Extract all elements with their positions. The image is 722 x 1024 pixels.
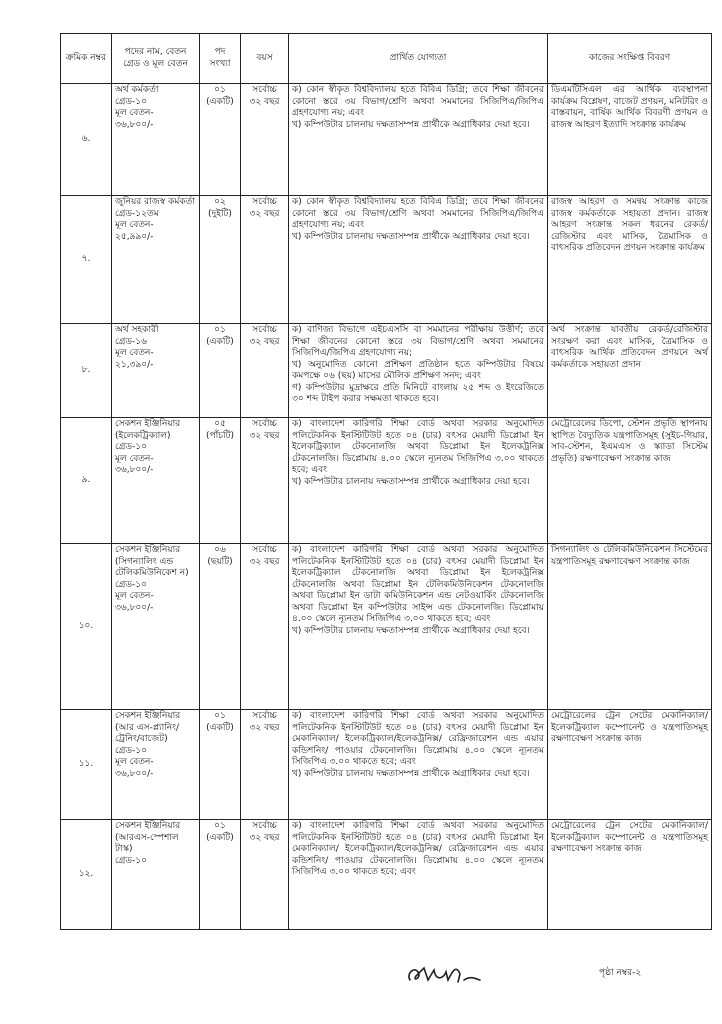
table-row — [61, 544, 712, 710]
qualification-item: ক) কোন স্বীকৃত বিশ্ববিদ্যালয় হতে বিবিএ ডিগ্রি; তবে শিক্ষা জীবনের কোনো স্তরে ৩য় বিভাগ/শ্রেণি অথবা সমমানের সিজিপিএ/জিপিএ গ্রহণযোগ্য নয়; এবং — [292, 85, 544, 118]
post-line: ২১,৩৯০/- — [115, 359, 154, 370]
qualification-item: খ) কম্পিউটার চালনায় দক্ষতাসম্পন্ন প্রার্থীকে অগ্রাধিকার দেয়া হবে। — [292, 119, 530, 130]
post-line: (আরএস-স্পেশাল টাস্ক) — [115, 832, 179, 854]
count-line: ০৫ — [214, 419, 226, 429]
post-line: ২৫,৯৯০/- — [115, 231, 154, 242]
age-line: সর্বোচ্চ — [252, 197, 277, 207]
post-line: গ্রেড-১০ — [115, 96, 147, 107]
post-line: অর্থ সহকারী — [115, 325, 159, 335]
serial-cell: ১২. — [61, 820, 112, 930]
age-line: ৩২ বছর — [249, 96, 280, 107]
header-qualification: প্রার্থিত যোগ্যতা — [289, 34, 548, 84]
post-cell — [112, 324, 200, 418]
table-row — [61, 820, 712, 930]
count-line: ০২ — [214, 197, 226, 207]
duties-cell: সিগন্যালিং ও টেলিকমিউনিকেশন সিস্টেমের যন্ত্রপাতিসমূহ রক্ষণাবেক্ষণ সংক্রান্ত কাজ — [548, 544, 712, 710]
count-line: (দুইটি) — [208, 208, 232, 219]
post-line: ৩৬,৮০০/- — [115, 465, 154, 475]
serial-cell: ৬. — [61, 84, 112, 196]
serial-cell: ১০. — [61, 544, 112, 710]
post-line: ৩৬,৮০০/- — [115, 768, 154, 779]
count-cell — [200, 544, 241, 710]
post-line: মূল বেতন- — [115, 453, 154, 464]
post-line: জুনিয়র রাজস্ব কর্মকর্তা — [115, 197, 196, 207]
duties-cell: রাজস্ব আহরণ ও সমন্বয় সংক্রান্ত কাজে রাজস্ব কর্মকর্তাকে সহায়তা প্রদান। রাজস্ব আহরণ সংক্রান্ত সকল ধরনের রেকর্ড/রেজিস্টার এবং মাসিক, ত্রৈমাসিক ও বাৎসরিক প্রতিবেদন প্রণয়ন সংক্রান্ত কার্যক্রম — [548, 196, 712, 324]
age-cell — [241, 84, 289, 196]
post-line: গ্রেড-১২তম — [115, 208, 159, 219]
count-line: ০১ — [214, 821, 226, 831]
qualification-item: গ) কম্পিউটার মুদ্রাক্ষরে প্রতি মিনিটে বাংলায় ২৫ শব্দ ও ইংরেজিতে ৩০ শব্দ টাইপ করার সক্ষমতা থাকতে হবে। — [292, 382, 544, 404]
age-line: ৩২ বছর — [249, 336, 280, 347]
signature-image — [404, 952, 494, 990]
post-line: (সিগন্যালিং এন্ড টেলিকমিউনিকেশ ন) — [115, 556, 189, 578]
page-number: পৃষ্ঠা নম্বর-২ — [599, 968, 642, 978]
qualification-cell — [289, 710, 548, 820]
age-line: ৩২ বছর — [249, 556, 280, 567]
duties-cell: মেট্রোরেলের ট্রেন সেটের মেকানিক্যাল/ ইলেকট্রিক্যাল কম্পোনেন্ট ও যন্ত্রপাতিসমূহ রক্ষণাবেক্ষণ সংক্রান্ত কাজ — [548, 710, 712, 820]
count-line: (ছয়টি) — [207, 556, 233, 567]
duties-cell: মেট্রোরেলের ডিপো, স্টেশন প্রভৃতি স্থাপনায় স্থাপিত বৈদ্যুতিক যন্ত্রপাতিসমূহ (সুইচ-গিয়ার, সাব-স্টেশন, ইএমএস ও স্ক্যাডা সিস্টেম প্রভৃতি) রক্ষণাবেক্ষণ সংক্রান্ত কাজ — [548, 418, 712, 544]
post-line: গ্রেড-১০ — [115, 855, 147, 866]
qualification-item: খ) কম্পিউটার চালনায় দক্ষতাসম্পন্ন প্রার্থীকে অগ্রাধিকার দেয়া হবে। — [292, 768, 530, 779]
qualification-cell — [289, 820, 548, 930]
qualification-item: খ) কম্পিউটার চালনায় দক্ষতাসম্পন্ন প্রার্থীকে অগ্রাধিকার দেয়া হবে। — [292, 625, 530, 636]
serial-cell: ৯. — [61, 418, 112, 544]
qualification-item: খ) কম্পিউটার চালনায় দক্ষতাসম্পন্ন প্রার্থীকে অগ্রাধিকার দেয়া হবে। — [292, 476, 530, 487]
age-line: ৩২ বছর — [249, 722, 280, 733]
qualification-cell — [289, 418, 548, 544]
age-cell — [241, 710, 289, 820]
post-line: মূল বেতন- — [115, 108, 154, 118]
post-cell — [112, 196, 200, 324]
count-line: ০১ — [214, 85, 226, 95]
post-line: ট্রেনিং/বাজেট) — [115, 734, 168, 744]
header-count: পদ সংখ্যা — [200, 34, 241, 84]
age-cell — [241, 820, 289, 930]
count-cell — [200, 418, 241, 544]
qualification-item: ক) কোন স্বীকৃত বিশ্ববিদ্যালয় হতে বিবিএ ডিগ্রি; তবে শিক্ষা জীবনের কোনো স্তরে ৩য় বিভাগ/শ্রেণি অথবা সমমানের সিজিপিএ/জিপিএ গ্রহণযোগ্য নয়; এবং — [292, 197, 544, 230]
qualification-item: ক) বাংলাদেশ কারিগরি শিক্ষা বোর্ড অথবা সরকার অনুমোদিত পলিটেকনিক ইনস্টিটিউট হতে ০৪ (চার) বৎসর মেয়াদী ডিপ্লোমা ইন মেকানিক্যাল/ ইলেকট্রিক্যাল/ইলেকট্রনিক্স/ রেফ্রিজারেশন এন্ড এয়ার কন্ডিশনিং/ পাওয়ার টেকনোলজি। ডিপ্লোমায় ৪.০০ স্কেলে ন্যূনতম সিজিপিএ ৩.০০ থাকতে হবে; এবং — [292, 711, 544, 767]
table-row — [61, 418, 712, 544]
age-cell — [241, 544, 289, 710]
post-line: সেকশন ইঞ্জিনিয়ার — [115, 821, 181, 831]
post-line: গ্রেড-১০ — [115, 579, 147, 590]
qualification-item: ক) বাংলাদেশ কারিগরি শিক্ষা বোর্ড অথবা সরকার অনুমোদিত পলিটেকনিক ইনস্টিটিউট হতে ০৪ (চার) বৎসর মেয়াদী ডিপ্লোমা ইন ইলেকট্রিক্যাল টেকনোলজি অথবা ডিপ্লোমা ইন ইলেকট্রনিক্স টেকনোলজি। ডিপ্লোমায় ৪.০০ স্কেলে ন্যূনতম সিজিপিএ ৩.০০ থাকতে হবে; এবং — [292, 419, 544, 475]
age-cell — [241, 196, 289, 324]
qualification-item: ক) বাণিজ্য বিভাগে এইচএসসি বা সমমানের পরীক্ষায় উত্তীর্ণ; তবে শিক্ষা জীবনের কোনো স্তরে ৩য় বিভাগ/শ্রেণি অথবা সমমানের সিজিপিএ/জিপিএ গ্রহণযোগ্য নয়; — [292, 325, 544, 358]
qualification-item: ক) বাংলাদেশ কারিগরি শিক্ষা বোর্ড অথবা সরকার অনুমোদিত পলিটেকনিক ইনস্টিটিউট হতে ০৪ (চার) বৎসর মেয়াদী ডিপ্লোমা ইন ইলেকট্রিক্যাল টেকনোলজি অথবা ডিপ্লোমা ইন ইলেকট্রনিক্স টেকনোলজি অথবা ডিপ্লোমা ইন টেলিকমিউনিকেশন টেকনোলজি অথবা ডিপ্লোমা ইন ডাটা কমিউনিকেশন এন্ড নেটওয়ার্কিং টেকনোলজি অথবা ডিপ্লোমা ইন কম্পিউটার সাইন্স এন্ড টেকনোলজি। ডিপ্লোমায় ৪.০০ স্কেলে ন্যূনতম সিজিপিএ ৩.০০ থাকতে হবে; এবং — [292, 545, 544, 624]
post-line: সেকশন ইঞ্জিনিয়ার — [115, 711, 181, 721]
post-line: ৩৬,৮০০/- — [115, 119, 154, 130]
age-line: সর্বোচ্চ — [252, 545, 277, 555]
qualification-cell — [289, 196, 548, 324]
post-line: গ্রেড-১০ — [115, 442, 147, 452]
age-cell — [241, 324, 289, 418]
post-line: মূল বেতন- — [115, 591, 154, 601]
post-cell — [112, 418, 200, 544]
count-line: (একটি) — [206, 832, 234, 843]
count-line: (একটি) — [206, 336, 234, 347]
count-line: ০৬ — [214, 545, 226, 555]
post-line: ৩৬,৮০০/- — [115, 602, 154, 613]
qualification-cell — [289, 84, 548, 196]
age-line: ৩২ বছর — [249, 208, 280, 219]
qualification-item: খ) অনুমোদিত কোনো প্রশিক্ষণ প্রতিষ্ঠান হতে কম্পিউটার বিষয়ে কমপক্ষে ০৬ (ছয়) মাসের মৌলিক প্রশিক্ষণ সনদ; এবং — [292, 359, 544, 381]
age-line: সর্বোচ্চ — [252, 325, 277, 335]
count-line: (পাঁচটি) — [205, 430, 235, 441]
count-line: (একটি) — [206, 722, 234, 733]
serial-cell: ৮. — [61, 324, 112, 418]
duties-cell: মেট্রোরেলের ট্রেন সেটের মেকানিক্যাল/ ইলেকট্রিক্যাল কম্পোনেন্ট ও যন্ত্রপাতিসমূহ রক্ষণাবেক্ষণ সংক্রান্ত কাজ — [548, 820, 712, 930]
qualification-item: ক) বাংলাদেশ কারিগরি শিক্ষা বোর্ড অথবা সরকার অনুমোদিত পলিটেকনিক ইনস্টিটিউট হতে ০৪ (চার) বৎসর মেয়াদী ডিপ্লোমা ইন মেকানিক্যাল/ ইলেকট্রিক্যাল/ইলেকট্রনিক্স/ রেফ্রিজারেশন এন্ড এয়ার কন্ডিশনিং/ পাওয়ার টেকনোলজি। ডিপ্লোমায় ৪.০০ স্কেলে ন্যূনতম সিজিপিএ ৩.০০ থাকতে হবে; এবং — [292, 821, 544, 877]
count-cell — [200, 820, 241, 930]
count-line: ০১ — [214, 711, 226, 721]
post-line: অর্থ কর্মকর্তা — [115, 85, 159, 95]
age-line: ৩২ বছর — [249, 832, 280, 843]
count-line: ০১ — [214, 325, 226, 335]
table-header-row — [61, 34, 712, 84]
post-line: মূল বেতন- — [115, 757, 154, 767]
count-cell — [200, 196, 241, 324]
age-line: ৩২ বছর — [249, 430, 280, 441]
serial-cell: ১১. — [61, 710, 112, 820]
age-line: সর্বোচ্চ — [252, 711, 277, 721]
qualification-cell — [289, 544, 548, 710]
count-line: (একটি) — [206, 96, 234, 107]
post-cell — [112, 710, 200, 820]
post-line: মূল বেতন- — [115, 348, 154, 358]
count-cell — [200, 324, 241, 418]
duties-cell: ডিএমটিসিএল এর আর্থিক ব্যবস্থাপনা কার্যক্রম বিশ্লেষণ, বাজেট প্রণয়ন, মনিটরিং ও বাস্তবায়ন, বার্ষিক আর্থিক বিবরণী প্রণয়ন ও রাজস্ব আহরণ ইত্যাদি সংক্রান্ত কার্যক্রম — [548, 84, 712, 196]
post-line: গ্রেড-১০ — [115, 745, 147, 756]
table-row — [61, 324, 712, 418]
age-line: সর্বোচ্চ — [252, 419, 277, 429]
post-line: মূল বেতন- — [115, 220, 154, 230]
serial-cell: ৭. — [61, 196, 112, 324]
recruitment-table — [60, 33, 712, 930]
qualification-item: খ) কম্পিউটার চালনায় দক্ষতাসম্পন্ন প্রার্থীকে অগ্রাধিকার দেয়া হবে। — [292, 231, 530, 242]
table-row — [61, 84, 712, 196]
age-cell — [241, 418, 289, 544]
post-line: (আর এস-প্ল্যানিং/ — [115, 722, 180, 733]
post-cell — [112, 820, 200, 930]
table-row — [61, 196, 712, 324]
post-line: সেকশন ইঞ্জিনিয়ার — [115, 419, 181, 429]
count-cell — [200, 84, 241, 196]
qualification-cell — [289, 324, 548, 418]
age-line: সর্বোচ্চ — [252, 821, 277, 831]
table-row — [61, 710, 712, 820]
duties-cell: অর্থ সংক্রান্ত যাবতীয় রেকর্ড/রেজিস্টার সংরক্ষণ করা এবং মাসিক, ত্রৈমাসিক ও বাৎসরিক আর্থিক প্রতিবেদন প্রণয়নে অর্থ কর্মকর্তাকে সহায়তা প্রদান — [548, 324, 712, 418]
header-serial: ক্রমিক নম্বর — [61, 34, 112, 84]
post-line: গ্রেড-১৬ — [115, 336, 147, 347]
post-line: সেকশন ইঞ্জিনিয়ার — [115, 545, 181, 555]
age-line: সর্বোচ্চ — [252, 85, 277, 95]
post-cell — [112, 84, 200, 196]
count-cell — [200, 710, 241, 820]
header-post: পদের নাম, বেতন গ্রেড ও মূল বেতন — [112, 34, 200, 84]
post-line: (ইলেকট্রিক্যাল) — [115, 430, 171, 441]
post-cell — [112, 544, 200, 710]
header-duties: কাজের সংক্ষিপ্ত বিবরণ — [548, 34, 712, 84]
header-age: বয়স — [241, 34, 289, 84]
